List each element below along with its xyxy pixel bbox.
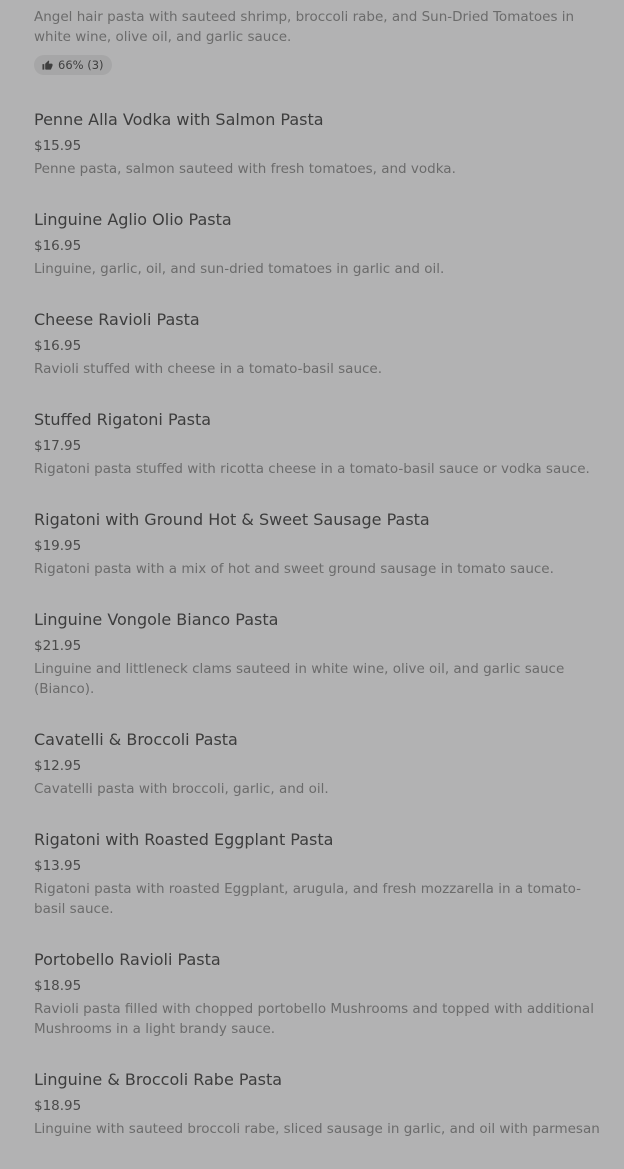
item-price: $19.95 — [34, 538, 82, 554]
menu-item[interactable] — [34, 409, 604, 479]
menu-item-partial[interactable] — [34, 7, 604, 75]
item-name: Linguine Vongole Bianco Pasta — [34, 610, 279, 629]
menu-item[interactable] — [34, 609, 604, 699]
item-description: Linguine and littleneck clams sauteed in white wine, olive oil, and garlic sauce (Bianco). — [34, 661, 565, 697]
item-price: $18.95 — [34, 978, 82, 994]
item-description: Cavatelli pasta with broccoli, garlic, and oil. — [34, 781, 329, 797]
item-description: Linguine with sauteed broccoli rabe, sliced sausage in garlic, and oil with parmesan — [34, 1121, 600, 1137]
item-price: $18.95 — [34, 1098, 82, 1114]
item-name: Cheese Ravioli Pasta — [34, 310, 200, 329]
menu-item[interactable] — [34, 1069, 604, 1139]
item-name: Linguine & Broccoli Rabe Pasta — [34, 1070, 283, 1089]
item-price: $16.95 — [34, 338, 82, 354]
item-description: Angel hair pasta with sauteed shrimp, broccoli rabe, and Sun-Dried Tomatoes in white wine, olive oil, and garlic sauce. — [34, 9, 575, 45]
item-price: $12.95 — [34, 758, 82, 774]
thumbs-up-icon — [42, 60, 53, 71]
item-price: $15.95 — [34, 138, 82, 154]
item-price: $16.95 — [34, 238, 82, 254]
menu-item[interactable] — [34, 209, 604, 279]
item-name: Cavatelli & Broccoli Pasta — [34, 730, 238, 749]
item-name: Linguine Aglio Olio Pasta — [34, 210, 232, 229]
menu-item[interactable] — [34, 729, 604, 799]
item-name: Portobello Ravioli Pasta — [34, 950, 221, 969]
rating-badge[interactable] — [34, 55, 112, 75]
item-description: Ravioli stuffed with cheese in a tomato-basil sauce. — [34, 361, 383, 377]
rating-text: 66% (3) — [58, 58, 104, 72]
item-price: $13.95 — [34, 858, 82, 874]
menu-item[interactable] — [34, 509, 604, 579]
menu-items — [34, 109, 604, 1169]
menu-item[interactable] — [34, 949, 604, 1039]
item-description: Ravioli pasta filled with chopped portobello Mushrooms and topped with additional Mushrooms in a light brandy sauce. — [34, 1001, 594, 1037]
menu-item[interactable] — [34, 309, 604, 379]
item-price: $17.95 — [34, 438, 82, 454]
menu-item[interactable] — [34, 829, 604, 919]
item-name: Penne Alla Vodka with Salmon Pasta — [34, 110, 324, 129]
item-description: Rigatoni pasta with a mix of hot and sweet ground sausage in tomato sauce. — [34, 561, 554, 577]
item-description: Rigatoni pasta with roasted Eggplant, arugula, and fresh mozzarella in a tomato-basil sauce. — [34, 881, 582, 917]
menu-item[interactable] — [34, 109, 604, 179]
item-description: Penne pasta, salmon sauteed with fresh tomatoes, and vodka. — [34, 161, 456, 177]
item-name: Stuffed Rigatoni Pasta — [34, 410, 212, 429]
item-name: Rigatoni with Ground Hot & Sweet Sausage Pasta — [34, 510, 430, 529]
item-description: Linguine, garlic, oil, and sun-dried tomatoes in garlic and oil. — [34, 261, 445, 277]
item-name: Rigatoni with Roasted Eggplant Pasta — [34, 830, 334, 849]
item-description: Rigatoni pasta stuffed with ricotta cheese in a tomato-basil sauce or vodka sauce. — [34, 461, 590, 477]
item-price: $21.95 — [34, 638, 82, 654]
